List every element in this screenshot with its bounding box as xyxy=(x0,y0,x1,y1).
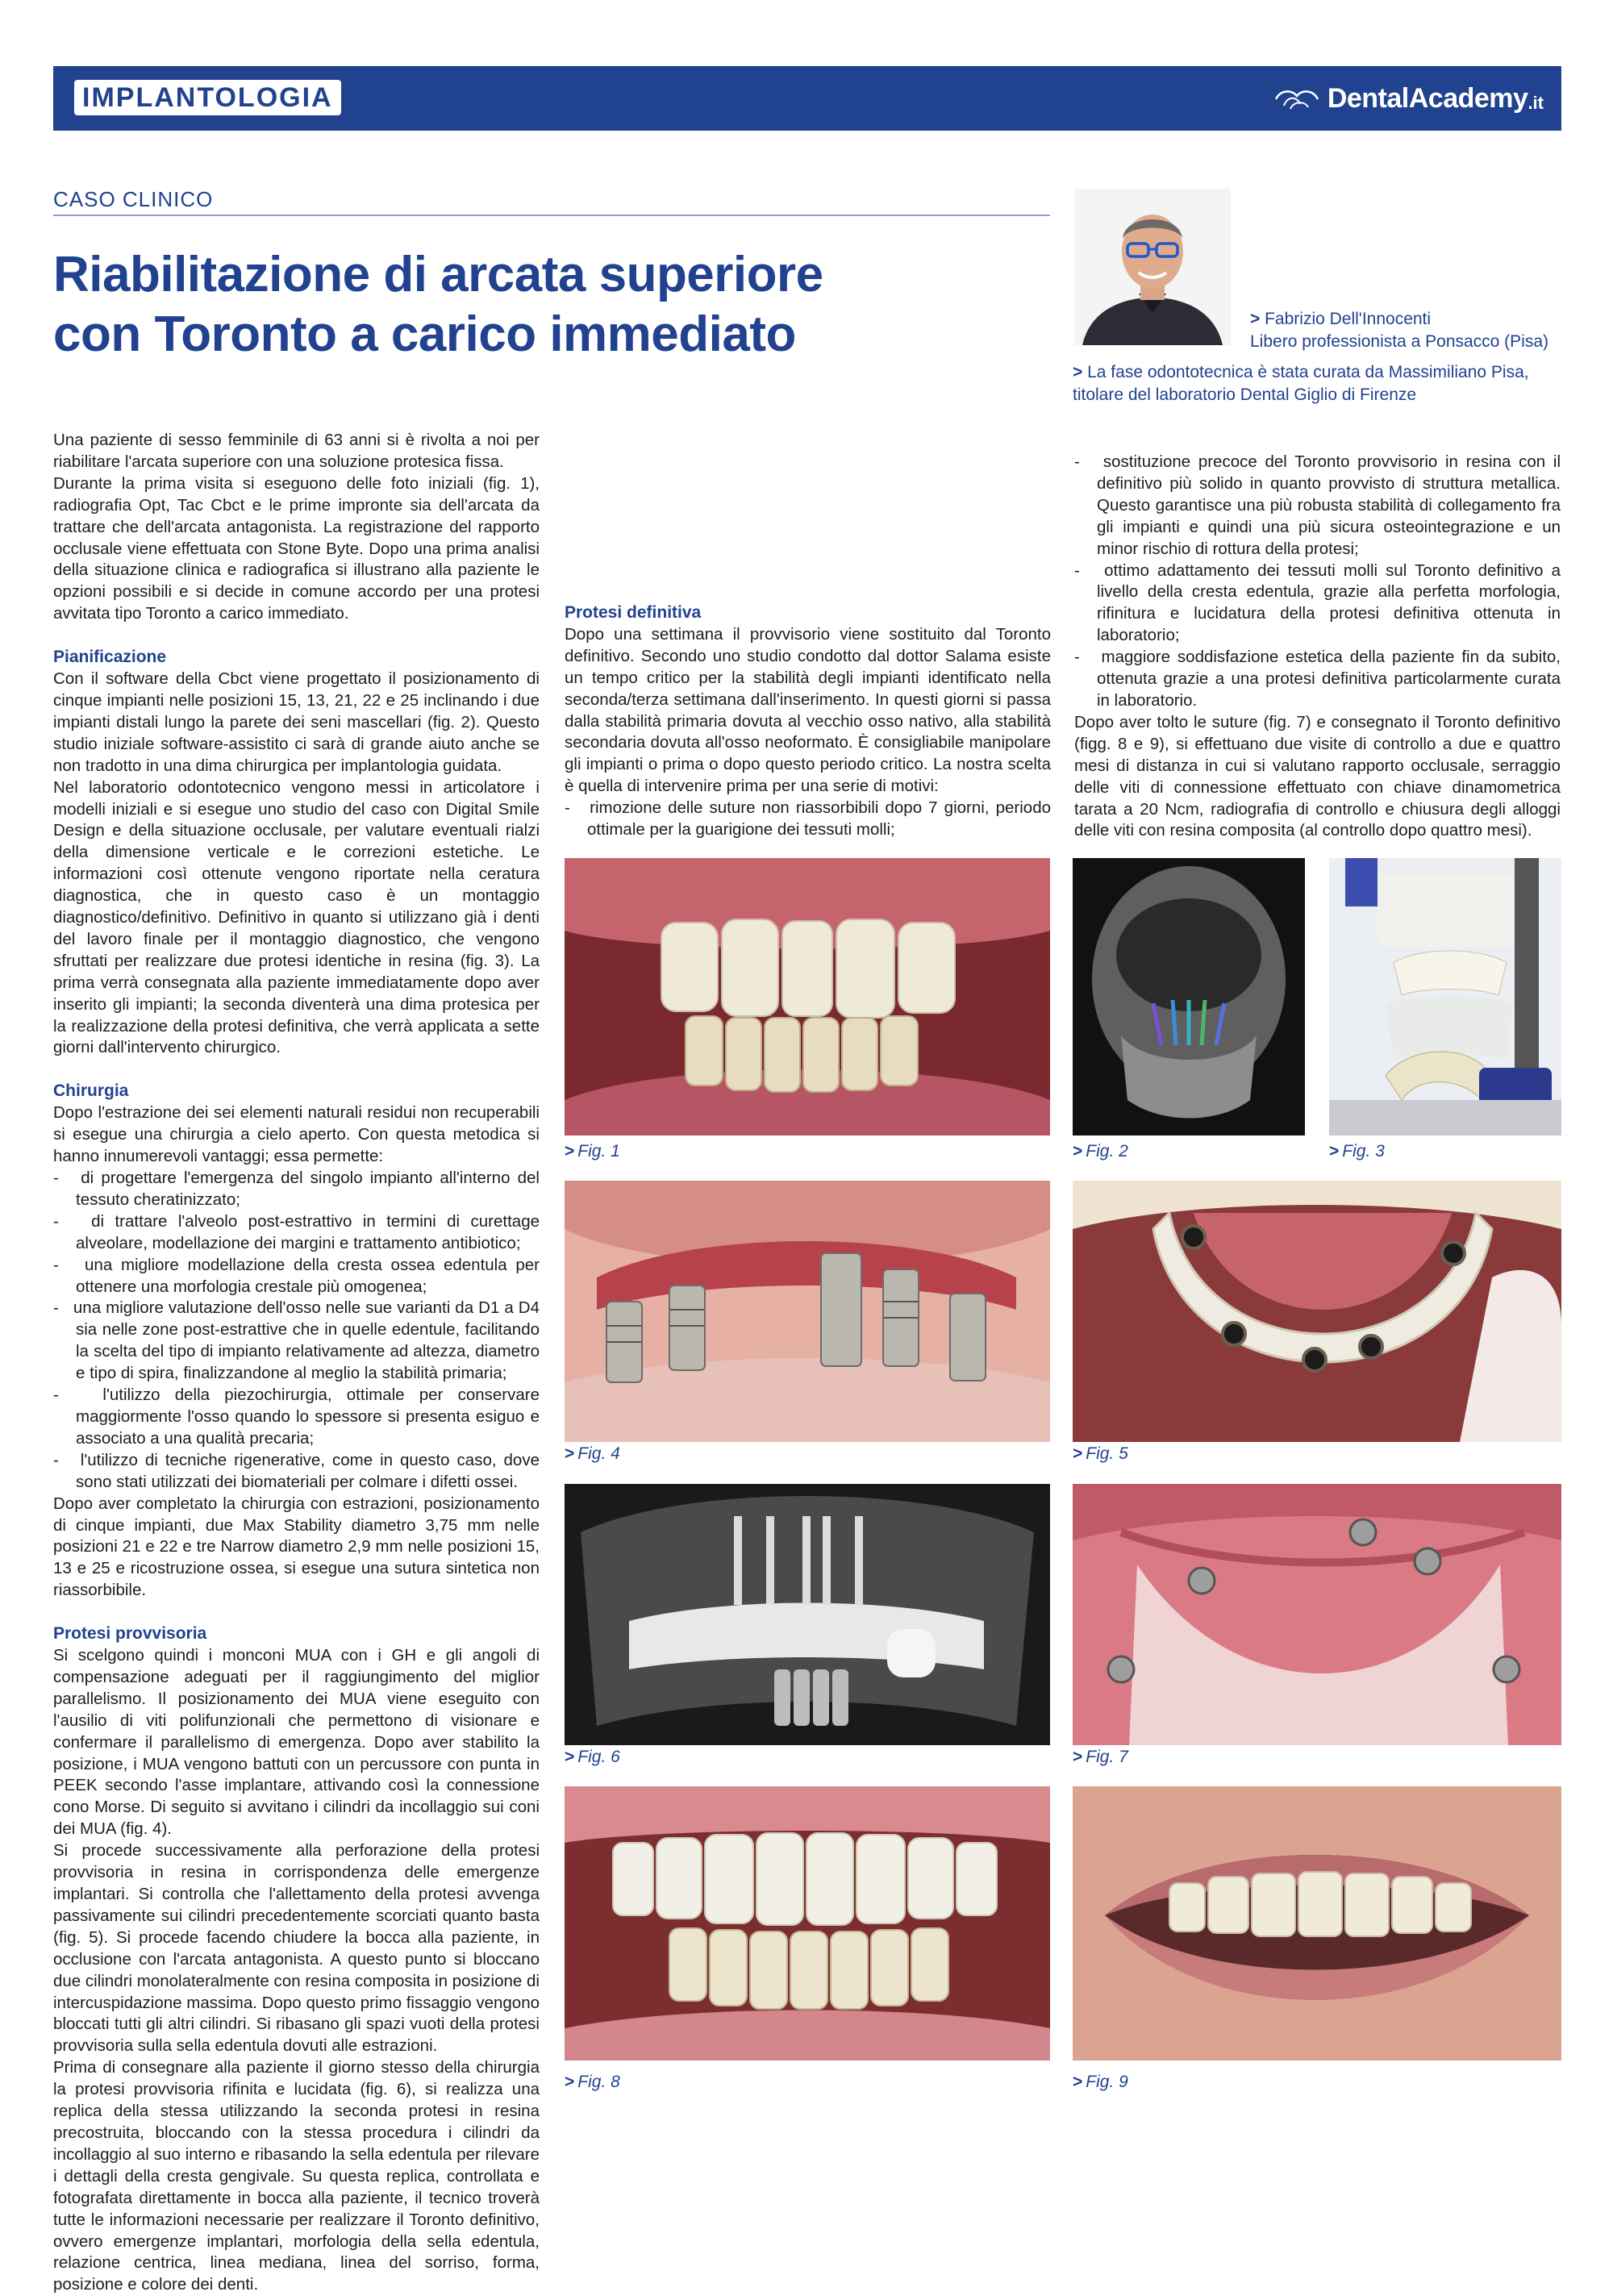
text-column-1 xyxy=(53,430,540,2296)
heading-protesi-definitiva: Protesi definitiva xyxy=(565,603,702,622)
figure-4-surgery xyxy=(565,1181,1050,1442)
chevron-right-icon: > xyxy=(565,2073,575,2091)
chevron-right-icon: > xyxy=(1073,1444,1083,1463)
paragraph-pianificazione-1: Con il software della Cbct viene progettato il posizionamento di cinque impianti nelle posizioni 15, 13, 21, 22 e 25 inclinando i due impianti distali lungo la parete dei seni mascellari (fig. 2). Questo studio iniziale software-assistito ci sarà di grande aiuto anche se non tradotto in una dima chirurgica per implantologia guidata. xyxy=(53,669,540,775)
chevron-right-icon: > xyxy=(1073,1142,1083,1161)
lab-credit xyxy=(1073,361,1529,406)
paragraph-chirurgia-2: Dopo aver completato la chirurgia con estrazioni, posizionamento di cinque impianti, due Max Stability diametro 3,75 mm nelle posizioni 21 e 22 e tre Narrow diametro 2,9 mm nelle posizioni 15, 13 e 25 e ricostruzione ossea, si esegue una sutura sintetica non riassorbibile. xyxy=(53,1494,540,1600)
list-item: - rimozione delle suture non riassorbibili dopo 7 giorni, periodo ottimale per la guarigione dei tessuti molli; xyxy=(565,798,1051,840)
chevron-right-icon: > xyxy=(1073,2073,1083,2091)
paragraph-intro: Una paziente di sesso femminile di 63 anni si è rivolta a noi per riabilitare l'arcata superiore con una soluzione protesica fissa. xyxy=(53,431,540,471)
chevron-right-icon: > xyxy=(565,1444,575,1463)
figure-5-provisional xyxy=(1073,1181,1561,1442)
figure-1-caption: > Fig. 1 xyxy=(565,1142,620,1161)
figure-3-articulator xyxy=(1329,858,1561,1135)
paragraph-provvisoria-2: Si procede successivamente alla perforazione della protesi provvisoria in resina in corrispondenza delle emergenze implantari. Si controlla che l'allettamento della protesi avvenga passivamente sui cilindri precedentemente scorciati quanto basta (fig. 5). Si procede facendo chiudere la bocca alla paziente, in occlusione con l'arcata antagonista. A questo punto si bloccano due cilindri monolateralmente con resina composita in posizione di intercuspidazione massima. Dopo questo primo fissaggio vengono bloccati tutti gli altri cilindri. Si ribasano gli spazi vuoti della protesi provvisoria sulla sella edentula dovuti alle estrazioni. xyxy=(53,1841,540,2056)
text-column-3 xyxy=(1074,430,1561,842)
author-name: Fabrizio Dell'Innocenti xyxy=(1265,310,1432,328)
brand-tld: .it xyxy=(1528,93,1544,113)
figure-6-caption: > Fig. 6 xyxy=(565,1748,620,1766)
kicker: CASO CLINICO xyxy=(53,187,214,211)
author-role: Libero professionista a Ponsacco (Pisa) xyxy=(1250,332,1549,351)
list-item: - di progettare l'emergenza del singolo impianto all'interno del tessuto cheratinizzato; xyxy=(53,1169,540,1209)
lab-line-1: La fase odontotecnica è stata curata da Massimiliano Pisa, xyxy=(1087,363,1529,381)
figure-7-healing xyxy=(1073,1484,1561,1745)
lab-line-2: titolare del laboratorio Dental Giglio di Firenze xyxy=(1073,385,1417,404)
heading-chirurgia: Chirurgia xyxy=(53,1081,129,1101)
text-column-2 xyxy=(565,430,1051,841)
header-bar xyxy=(53,66,1561,131)
figure-1-photo xyxy=(565,858,1050,1135)
list-item: - una migliore modellazione della cresta ossea edentula per ottenere una morfologia crestale più omogenea; xyxy=(53,1255,540,1296)
figure-9-smile xyxy=(1073,1786,1561,2061)
paragraph-pianificazione-2: Nel laboratorio odontotecnico vengono messi in articolatore i modelli iniziali e si esegue uno studio del caso con Digital Smile Design e della situazione occlusale, per valutare eventuali rialzi della dimensione verticale e le correzioni estetiche. Le informazioni così ottenute vengono riportate nella ceratura diagnostica, che in questo caso è un montaggio diagnostico/definitivo. Definitivo in quanto si utilizzano già i denti del lavoro finale per il montaggio diagnostico, che vengono sfruttati per realizzare due protesi identiche in resina (fig. 3). La prima verrà consegnata alla paziente immediatamente dopo aver inserito gli impianti; la seconda diventerà una dima protesica per la realizzazione della protesi definitiva, che verrà applicata a sette giorni dall'intervento chirurgico. xyxy=(53,777,540,1057)
list-item: - di trattare l'alveolo post-estrattivo in termini di curettage alveolare, modellazione dei margini e trattamento antibiotico; xyxy=(53,1211,540,1252)
chevron-right-icon: > xyxy=(565,1748,575,1766)
heading-protesi-provvisoria: Protesi provvisoria xyxy=(53,1624,207,1644)
paragraph-provvisoria-1: Si scelgono quindi i monconi MUA con i GH e gli angoli di compensazione adeguati per il raggiungimento del miglior parallelismo. Il posizionamento dei MUA viene eseguito con l'ausilio di viti polifunzionali che permettono di visionare e confermare il parallelismo di emergenza. Dopo aver stabilito la posizione, i MUA vengono battuti con un percussore con punta in PEEK secondo l'asse implantare, attivando così la connessione cono Morse. Di seguito si avvitano i cilindri da incollaggio sui coni dei MUA (fig. 4). xyxy=(53,1646,540,1839)
chevron-right-icon: > xyxy=(1250,310,1261,328)
list-item: - una migliore valutazione dell'osso nelle sue varianti da D1 a D4 sia nelle zone post-estrattive che in quelle edentule, facilitando la scelta del tipo di impianto relativamente ad altezza, diametro e tipo di spira, finalizzandone al meglio la stabilità primaria; xyxy=(53,1298,540,1383)
heading-pianificazione: Pianificazione xyxy=(53,648,167,667)
list-item: - l'utilizzo della piezochirurgia, ottimale per conservare maggiormente l'osso quando lo spessore si presenta esiguo e associato a una qualità precaria; xyxy=(53,1386,540,1448)
figure-5-caption: > Fig. 5 xyxy=(1073,1444,1128,1463)
chevron-right-icon: > xyxy=(565,1142,575,1161)
figure-2-cbct xyxy=(1073,858,1305,1135)
paragraph-intro-2: Durante la prima visita si eseguono delle foto iniziali (fig. 1), radiografia Opt, Tac Cbct e le prime impronte sia dell'arcata da trattare che dell'arcata antagonista. La registrazione del rapporto occlusale viene effettuata con Stone Byte. Dopo una prima analisi della situazione clinica e radiografica si illustrano alla paziente le opzioni possibili e si decide in comune accordo per una protesi avvitata tipo Toronto a carico immediato. xyxy=(53,473,540,623)
figure-7-caption: > Fig. 7 xyxy=(1073,1748,1128,1766)
author-photo xyxy=(1074,189,1231,345)
paragraph-definitiva-1: Dopo una settimana il provvisorio viene sostituito dal Toronto definitivo. Secondo uno studio condotto dal dottor Salama esiste un tempo critico per la stabilità degli impianti identificato nella seconda/terza settimana dall'inserimento. In questi giorni si passa dalla stabilità primaria dovuta al vecchio osso nativo, alla stabilità secondaria dovuta all'osso neoformato. È consigliabile manipolare gli impianti o prima o dopo questo periodo critico. La nostra scelta è quella di intervenire prima per una serie di motivi: xyxy=(565,624,1051,796)
list-item: - sostituzione precoce del Toronto provvisorio in resina con il definitivo più solido in quanto provvisto di struttura metallica. Questo garantisce una più robusta stabilità di collegamento fra gli impianti e quindi una più sicura osteointegrazione e un minor rischio di rottura della protesi; xyxy=(1074,452,1561,558)
figure-8-caption: > Fig. 8 xyxy=(565,2073,620,2091)
author-credit xyxy=(1250,308,1548,353)
brand-name: DentalAcademy xyxy=(1327,82,1528,114)
kicker-divider xyxy=(53,215,1050,216)
section-tag: IMPLANTOLOGIA xyxy=(74,80,341,115)
brand-logo[interactable] xyxy=(1273,82,1544,115)
list-item: - maggiore soddisfazione estetica della paziente fin da subito, ottenuta grazie a una protesi definitiva particolarmente curata in laboratorio. xyxy=(1074,648,1561,710)
chevron-right-icon: > xyxy=(1073,363,1083,381)
list-item: - ottimo adattamento dei tessuti molli sul Toronto definitivo a livello della cresta edentula, grazie alla perfetta morfologia, rifinitura e lucidatura della protesi definitiva ottenuta in laboratorio; xyxy=(1074,560,1561,645)
figure-2-caption: > Fig. 2 xyxy=(1073,1142,1128,1161)
chevron-right-icon: > xyxy=(1329,1142,1340,1161)
figure-6-xray xyxy=(565,1484,1050,1745)
title-line-1: Riabilitazione di arcata superiore xyxy=(53,247,823,302)
figure-3-caption: > Fig. 3 xyxy=(1329,1142,1385,1161)
paragraph-definitiva-2: Dopo aver tolto le suture (fig. 7) e consegnato il Toronto definitivo (figg. 8 e 9), si effettuano due visite di controllo a due e quattro mesi di distanza in cui si valutano rapporto occlusale, serraggio delle viti di connessione effettuato con chiave dinamometrica tarata a 20 Ncm, radiografia di controllo e chiusura degli alloggi delle viti con resina composita (al controllo dopo quattro mesi). xyxy=(1074,712,1561,840)
figure-9-caption: > Fig. 9 xyxy=(1073,2073,1128,2091)
paragraph-provvisoria-3: Prima di consegnare alla paziente il giorno stesso della chirurgia la protesi provvisoria rifinita e lucidata (fig. 6), si realizza una replica della stessa utilizzando la seconda protesi in resina precostruita, bloccando con la stessa procedura i cilindri da incollaggio al suo interno e ribasando la sella edentula per rilevare i dettagli della cresta gengivale. Su questa replica, controllata e fotografata direttamente in bocca alla paziente, il tecnico troverà tutte le informazioni necessarie per realizzare il Toronto definitivo, ovvero emergenze implantari, morfologia della sella edentula, relazione centrica, linea mediana, linea del sorriso, forma, posizione e colore dei denti. xyxy=(53,2058,540,2294)
article-title xyxy=(53,245,1021,365)
paragraph-chirurgia-1: Dopo l'estrazione dei sei elementi naturali residui non recuperabili si esegue una chirurgia a cielo aperto. Con questa metodica si hanno innumerevoli vantaggi; essa permette: xyxy=(53,1103,540,1166)
title-line-2: con Toronto a carico immediato xyxy=(53,306,796,362)
chevron-right-icon: > xyxy=(1073,1748,1083,1766)
tooth-logo-icon xyxy=(1273,85,1321,112)
figure-8-final-prosthesis xyxy=(565,1786,1050,2061)
figure-4-caption: > Fig. 4 xyxy=(565,1444,620,1463)
list-item: - l'utilizzo di tecniche rigenerative, come in questo caso, dove sono stati utilizzati dei biomateriali per colmare i difetti ossei. xyxy=(53,1450,540,1491)
